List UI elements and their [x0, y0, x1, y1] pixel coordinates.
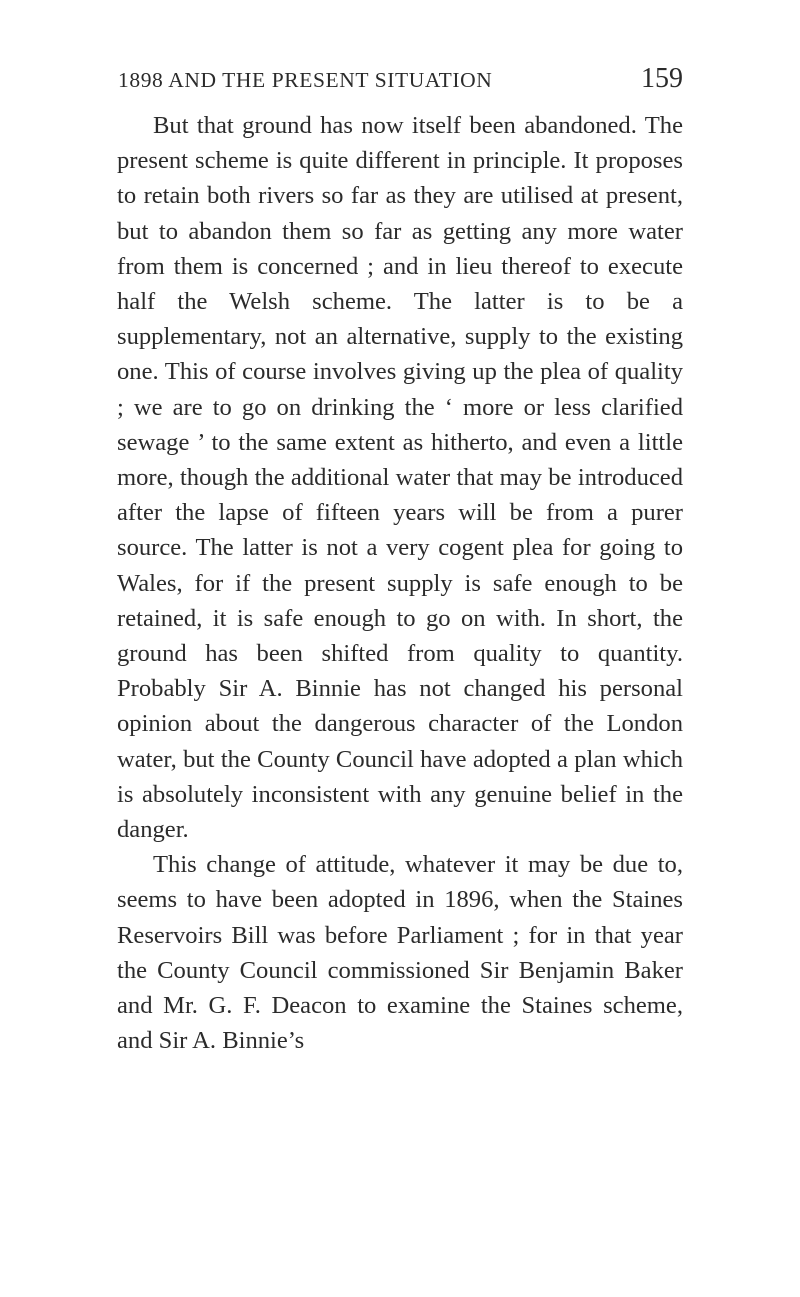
running-title: 1898 AND THE PRESENT SITUATION [118, 68, 493, 92]
body-text [117, 108, 683, 1058]
paragraph-1: But that ground has now itself been abandoned. The present scheme is quite different in principle. It proposes to retain both rivers so far as they are utilised at present, but to abandon them so far as getting any more water from them is concerned ; and in lieu thereof to execute half the Welsh scheme. The latter is to be a supplementary, not an alternative, supply to the existing one. This of course involves giving up the plea of quality ; we are to go on drinking the ‘ more or less clarified sewage ’ to the same extent as hitherto, and even a little more, though the additional water that may be introduced after the lapse of fifteen years will be from a purer source. The latter is not a very cogent plea for going to Wales, for if the present supply is safe enough to be retained, it is safe enough to go on with. In short, the ground has been shifted from quality to quantity. Probably Sir A. Binnie has not changed his personal opinion about the dangerous character of the London water, but the County Council have adopted a plan which is absolutely inconsistent with any genuine belief in the danger. [117, 112, 683, 844]
page-number: 159 [641, 63, 683, 94]
paragraph-2: This change of attitude, whatever it may be due to, seems to have been adopted in 1896, when the Staines Reservoirs Bill was before Parliament ; for in that year the County Council commissioned Sir Benjamin Baker and Mr. G. F. Deacon to examine the Staines scheme, and Sir A. Binnie’s [117, 851, 683, 1055]
running-header [118, 64, 683, 100]
